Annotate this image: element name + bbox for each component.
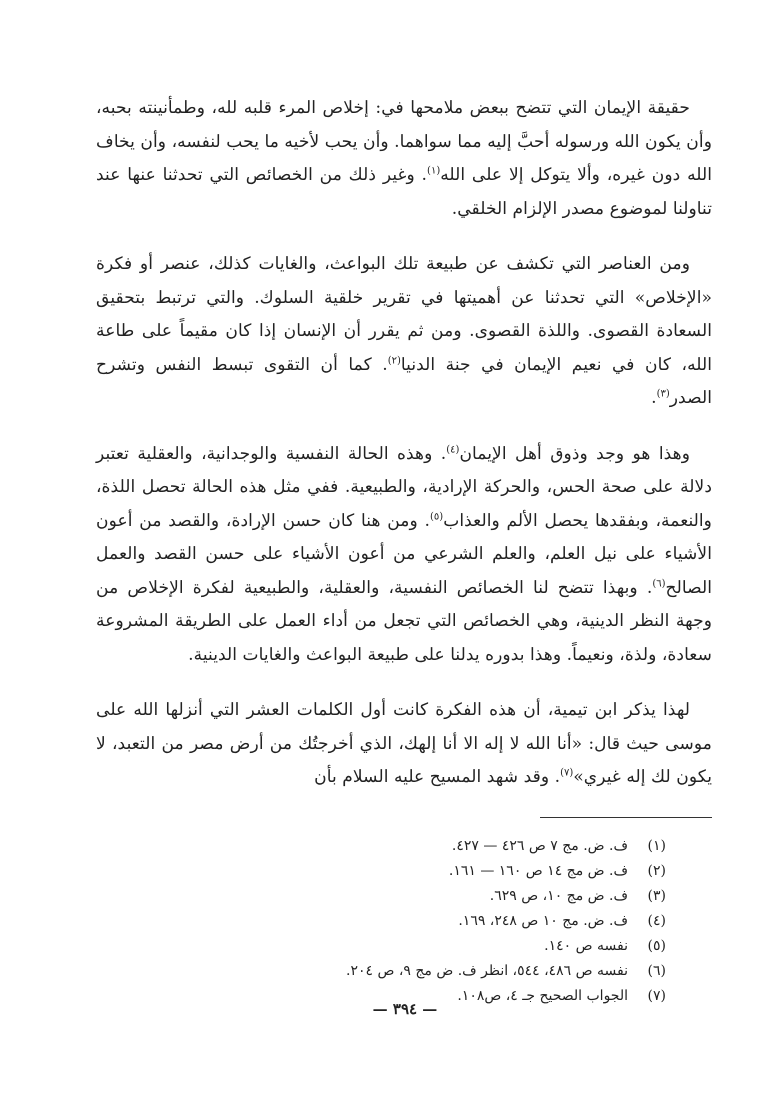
footnote-number: (١) [647,837,666,854]
footnote-number: (٧) [647,987,666,1004]
footnote-text: نفسه ص ٤٨٦، ٥٤٤، انظر ف. ض مج ٩، ص ٢٠٤. [345,962,628,979]
footnotes-list [96,834,712,1009]
page-number: — ٣٩٤ — [372,1000,438,1018]
paragraph-text: وهذا هو وجد وذوق أهل الإيمان [459,443,691,464]
paragraph-text: لهذا يذكر ابن تيمية، أن هذه الفكرة كانت أول الكلمات العشر التي أنزلها الله على موسى حيث قال: «أنا الله لا إله الا أنا إلهك، الذي أخرجتُك من أرض مصر من التعبد، لا يكون لك إله غيري» [96,700,712,787]
footnote-item [96,884,712,909]
footnote-reference: (٢) [387,354,401,366]
footnote-reference: (٤) [446,443,460,455]
footnote-reference: (١) [427,165,441,177]
paragraph-text: . وقد شهد المسيح عليه السلام بأن [314,767,561,787]
footnote-reference: (٧) [560,767,574,779]
footnote-number: (٤) [647,912,666,929]
paragraph-text: حقيقة الإيمان التي تتضح ببعض ملامحها في: إخلاص المرء قلبه لله، وطمأنينته بحبه، وأن يكون الله ورسوله أحبَّ إليه مما سواهما. وأن يحب لأخيه ما يحب لنفسه، وأن يخاف الله دون غيره، وألا يتوكل إلا على الله [96,98,712,185]
footnote-text: ف. ض مج ١٤ ص ١٦٠ — ١٦١. [448,862,628,879]
paragraph-text: . ومن هنا كان حسن الإرادة، والقصد من أعون الأشياء على نيل العلم، والعلم الشرعي من أعون الأشياء على حسن القصد والعمل الصالح [96,510,712,598]
footnote-item [96,934,712,959]
paragraph [96,248,712,416]
footnote-item [96,859,712,884]
footnote-reference: (٥) [430,510,444,522]
footnote-text: ف. ض. مج ١٠ ص ٢٤٨، ١٦٩. [458,912,628,929]
paragraph-text: ومن العناصر التي تكشف عن طبيعة تلك البواعث، والغايات كذلك، عنصر أو فكرة «الإخلاص» التي تحدثنا عن أهميتها في تقرير خلقية السلوك. والتي ترتبط بتحقيق السعادة القصوى. واللذة القصوى. ومن ثم يقرر أن الإنسان إذا كان مقيماً على طاعة الله، كان في نعيم الإيمان في جنة الدنيا [96,254,712,375]
paragraph [96,694,712,795]
footnote-number: (٦) [647,962,666,979]
paragraph-text: . [651,388,657,408]
footnote-number: (٢) [647,862,666,879]
page-body [96,92,712,1117]
paragraph [96,92,712,226]
paragraph-text: . وغير ذلك من الخصائص التي تحدثنا عنها عند تناولنا لموضوع مصدر الإلزام الخلقي. [96,165,712,219]
footnote-number: (٣) [647,887,666,904]
footnote-item [96,909,712,934]
footnote-divider [540,817,712,818]
footnote-item [96,834,712,859]
footnote-reference: (٣) [656,388,670,400]
paragraph-text: . وبهذا تتضح لنا الخصائص النفسية، والعقلية، والطبيعية لفكرة الإخلاص من وجهة النظر الدينية، وهي الخصائص التي تجعل من أداء العمل على الطريقة المشروعة سعادة، ولذة، ونعيماً. وهذا بدوره يدلنا على طبيعة البواعث والغايات الدينية. [96,577,712,665]
paragraph-text: . وهذه الحالة النفسية والوجدانية، والعقلية تعتبر دلالة على صحة الحس، والحركة الإرادية، والطبيعية. ففي مثل هذه الحالة تحصل اللذة، والنعمة، وبفقدها يحصل الألم والعذاب [96,443,712,531]
footnote-number: (٥) [647,937,666,954]
footnote-item [96,959,712,984]
footnote-text: الجواب الصحيح جـ ٤، ص١٠٨. [457,987,628,1004]
footnote-reference: (٦) [652,577,666,589]
paragraph [96,438,712,673]
paragraph-text: . كما أن التقوى تبسط النفس وتشرح الصدر [96,354,712,408]
main-text [96,92,712,795]
footnote-text: نفسه ص ١٤٠. [544,937,628,954]
footnote-text: ف. ض. مج ٧ ص ٤٢٦ — ٤٢٧. [451,837,628,854]
footnote-text: ف. ض مج ١٠، ص ٦٢٩. [489,887,628,904]
